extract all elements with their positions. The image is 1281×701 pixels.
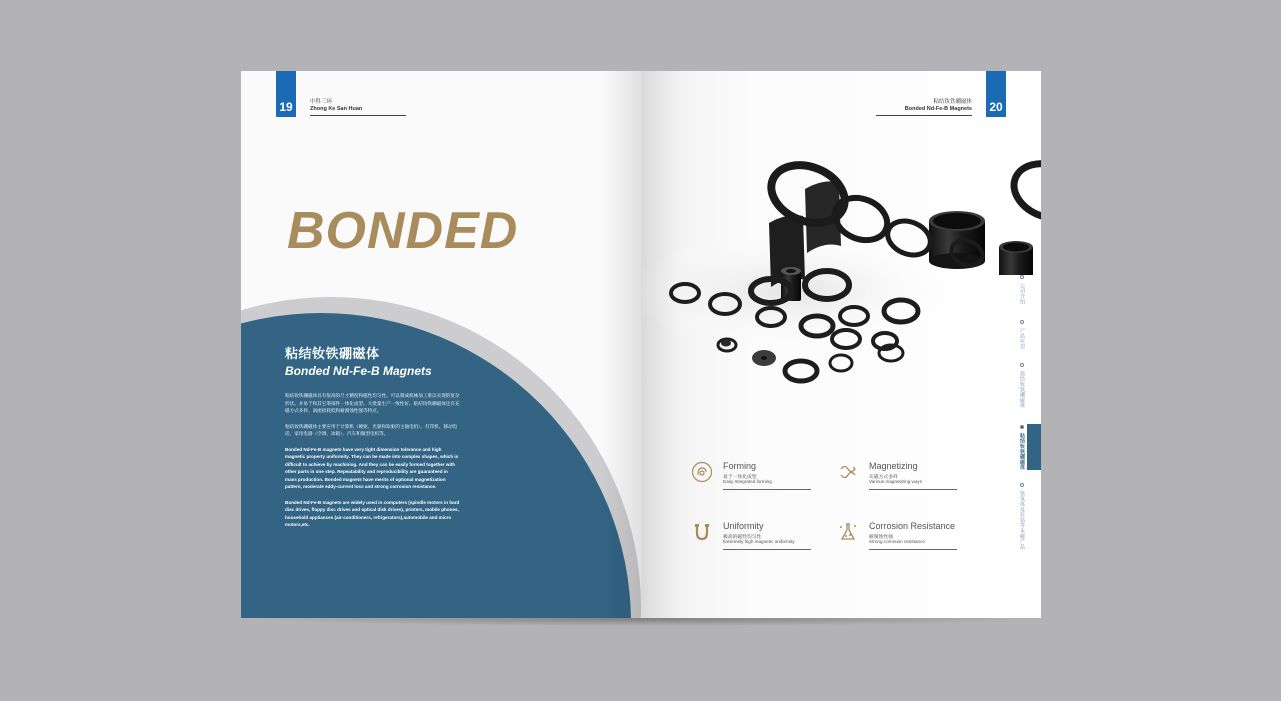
header-cn: 粘结钕铁硼磁体 xyxy=(933,99,972,105)
nav-item-company[interactable]: 公司介绍 xyxy=(1019,283,1025,305)
page-header xyxy=(310,99,406,116)
header-en: Bonded Nd-Fe-B Magnets xyxy=(904,106,972,112)
page-number-tab: 20 xyxy=(986,71,1006,117)
nav-item-applications[interactable]: 产品应用 xyxy=(1019,328,1025,350)
feature-cn: 极高的磁性均匀性 xyxy=(723,535,762,540)
nav-dot-icon xyxy=(1020,363,1024,367)
right-page xyxy=(641,71,1041,618)
intro-text-block xyxy=(285,343,460,529)
left-page xyxy=(241,71,641,618)
nav-dot-icon xyxy=(1020,275,1024,279)
nav-dot-icon xyxy=(1020,320,1024,324)
brochure-spread xyxy=(241,71,1041,618)
paragraph: 粘结钕铁硼磁体主要应用于计算机（硬驱、光驱和软驱的主轴电机）、打印机、移动电话、家用电器（空调、冰箱）、汽车和微型电机等。 xyxy=(285,423,458,436)
nav-dot-active-icon xyxy=(1020,425,1024,429)
page-number-tab: 19 xyxy=(276,71,296,117)
divider xyxy=(723,549,811,550)
corrosion-icon xyxy=(837,521,859,543)
active-section-marker xyxy=(1027,424,1041,470)
nav-item-bonded[interactable]: 粘结钕铁硼磁体 xyxy=(1019,433,1025,471)
paragraph: 粘结钕铁硼磁体具有很高的尺寸精度和磁性均匀性。可以制成机械加工难以实现的复杂形状。并易于和其它零部件一体化成型。大批量生产一致性好。粘结钕铁硼磁体还有充磁方式多样、涡流损耗低和耐腐蚀性强等特点。 xyxy=(285,393,460,413)
header-cn: 中科三环 xyxy=(310,99,333,105)
divider xyxy=(869,489,957,490)
nav-item-sintered[interactable]: 烧结钕铁硼磁体 xyxy=(1019,371,1025,409)
feature-title: Uniformity xyxy=(723,521,764,531)
magnetizing-icon xyxy=(837,461,859,483)
divider xyxy=(723,489,811,490)
feature-title: Forming xyxy=(723,461,757,471)
feature-cn: 耐腐蚀性强 xyxy=(869,535,893,540)
feature-cn: 充磁方式多样 xyxy=(869,475,898,480)
section-title-cn: 粘结钕铁硼磁体 xyxy=(285,346,380,361)
feature-title: Corrosion Resistance xyxy=(869,521,956,531)
section-nav-rail xyxy=(1015,271,1033,571)
feature-en: Extremely high magnetic uniformity xyxy=(723,539,795,544)
nav-dot-icon xyxy=(1020,483,1024,487)
feature-cn: 易于一体化成型 xyxy=(723,475,757,480)
forming-icon xyxy=(691,461,713,483)
feature-en: Various magnetizing ways xyxy=(869,479,923,484)
section-title-en: Bonded Nd-Fe-B Magnets xyxy=(285,364,432,378)
header-en: Zhong Ke San Huan xyxy=(310,106,363,112)
feature-en: Easy Integrated forming xyxy=(723,479,772,484)
nav-item-ferrite[interactable]: 铁氧体及钐钴等永磁产品 xyxy=(1019,491,1025,550)
feature-title: Magnetizing xyxy=(869,461,918,471)
divider xyxy=(869,549,957,550)
big-title: BONDED xyxy=(287,202,519,260)
paragraph: Bonded Nd-Fe-B magnets are widely used in computers (spindle motors in hard disc drives, floppy disc drives and optical disk drives), printers, mobile phones, household appliances (air-conditioners, refrigerators),automobile and micro motors,etc. xyxy=(285,499,460,527)
uniformity-icon xyxy=(691,521,713,543)
ring-magnets xyxy=(641,71,1041,411)
feature-en: Strong corrosion resistance xyxy=(869,539,925,544)
paragraph: Bonded Nd-Fe-B magnets have very tight dimension tolerance and high magnetic property uniformity. They can be made into complex shapes, which is difficult to achieve by machining. And they can be easily formed together with other parts in one step. Repeatability and reproducibility are guaranteed in mass production. Bonded magnets have merits of optional magnetization pattern, moderate eddy-current loss and strong corrosion resistance. xyxy=(285,446,459,489)
